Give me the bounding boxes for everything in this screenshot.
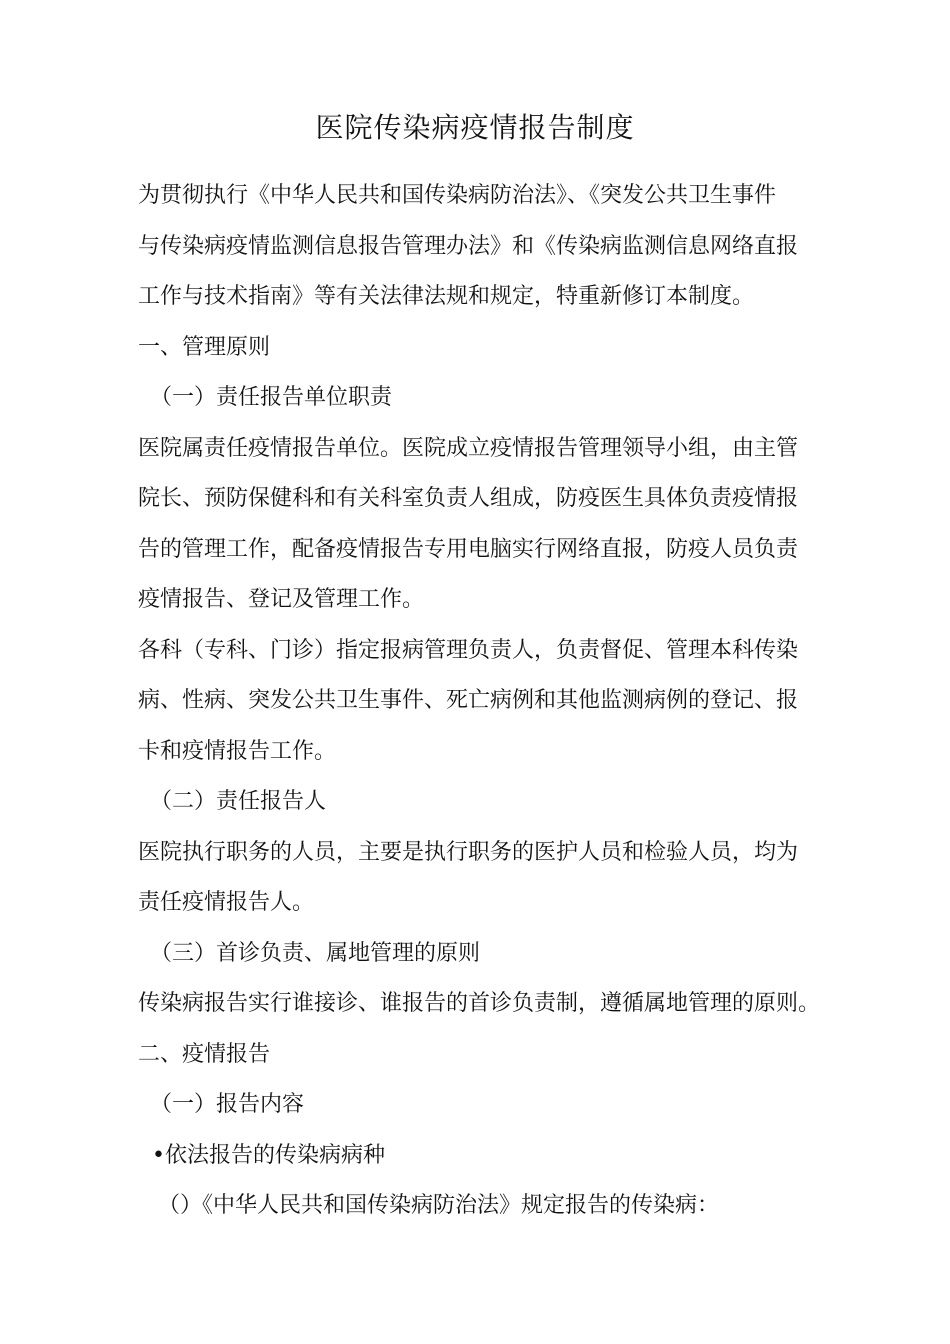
list-item: （）《中华人民共和国传染病防治法》规定报告的传染病： [158, 1193, 720, 1218]
body-line: 各科（专科、门诊）指定报病管理负责人，负责督促、管理本科传染 [138, 637, 799, 663]
body-line: 告的管理工作，配备疫情报告专用电脑实行网络直报，防疫人员负责 [138, 536, 799, 562]
document-body [138, 174, 828, 1235]
subsection-heading: （一）报告内容 [150, 1092, 305, 1117]
body-line: 卡和疫情报告工作。 [138, 738, 337, 764]
body-line: 责任疫情报告人。 [138, 890, 315, 915]
body-line: 院长、预防保健科和有关科室负责人组成，防疫医生具体负责疫情报 [138, 486, 799, 511]
body-line: 病、性病、突发公共卫生事件、死亡病例和其他监测病例的登记、报 [138, 688, 799, 713]
subsection-heading: （一）责任报告单位职责 [150, 385, 393, 410]
bullet-item: •依法报告的传染病病种 [152, 1142, 385, 1168]
body-line: 与传染病疫情监测信息报告管理办法》和《传染病监测信息网络直报 [138, 233, 799, 259]
section-heading: 一、管理原则 [138, 334, 271, 360]
body-line: 传染病报告实行谁接诊、谁报告的首诊负责制，遵循属地管理的原则。 [138, 991, 821, 1016]
body-line: 疫情报告、登记及管理工作。 [138, 587, 425, 612]
subsection-heading: （二）责任报告人 [150, 789, 327, 814]
body-line: 为贯彻执行《中华人民共和国传染病防治法》、《突发公共卫生事件 [138, 183, 777, 208]
section-heading: 二、疫情报告 [138, 1041, 271, 1067]
document-title: 医院传染病疫情报告制度 [315, 111, 635, 144]
subsection-heading: （三）首诊负责、属地管理的原则 [150, 940, 481, 966]
body-line: 医院属责任疫情报告单位。医院成立疫情报告管理领导小组，由主管 [138, 435, 799, 461]
body-line: 工作与技术指南》等有关法律法规和规定，特重新修订本制度。 [138, 284, 755, 309]
body-line: 医院执行职务的人员，主要是执行职务的医护人员和检验人员，均为 [138, 839, 799, 865]
